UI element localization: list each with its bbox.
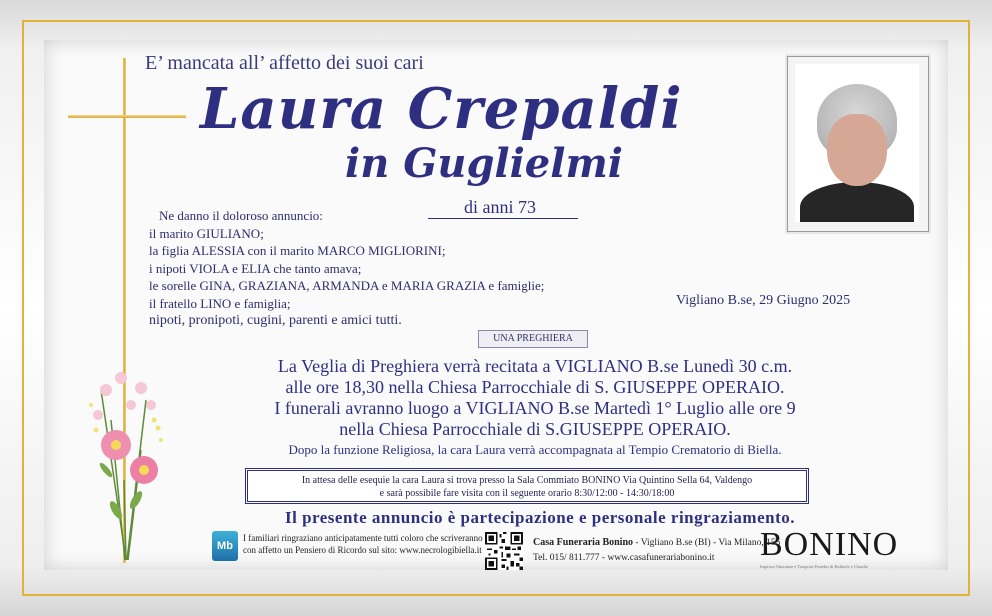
portrait-face (827, 114, 887, 186)
condolence-line[interactable]: con affetto un Pensiero di Ricordo sul sito: www.necrologibiella.it (243, 545, 482, 555)
service-line: La Veglia di Preghiera verrà recitata a VIGLIANO B.se Lunedì 30 c.m. (277, 356, 793, 376)
service-line: nella Chiesa Parrocchiale di S.GIUSEPPE OPERAIO. (339, 419, 731, 439)
cross-bar (68, 115, 186, 118)
visiting-line: In attesa delle esequie la cara Laura si trova presso la Sala Commiato BONINO Via Quintino Sella 64, Valdengo (301, 475, 753, 486)
deceased-name: Laura Crepaldi (200, 76, 683, 142)
deceased-married-name: in Guglielmi (345, 140, 623, 187)
family-line: i nipoti VIOLA e ELIA che tanto amava; (149, 260, 362, 276)
funeral-home-address: - Vigliano B.se (BI) - Via Milano, 155 (635, 538, 781, 548)
cremation-note: Dopo la funzione Religiosa, la cara Laura verrà accompagnata al Tempio Crematorio di Biella. (288, 442, 782, 457)
mb-logo-icon[interactable]: Mb (212, 531, 238, 561)
qr-code-icon[interactable] (485, 532, 523, 570)
visiting-line: e sarà possibile fare visita con il seguente orario 8:30/12:00 - 14:30/18:00 (379, 488, 675, 499)
family-line: nipoti, pronipoti, cugini, parenti e amici tutti. (149, 313, 402, 328)
date-place: Vigliano B.se, 29 Giugno 2025 (676, 293, 851, 308)
prayer-button[interactable]: UNA PREGHIERA (478, 330, 588, 348)
family-line: il marito GIULIANO; (149, 225, 264, 241)
family-line: il fratello LINO e famiglia; (149, 295, 291, 311)
family-line: la figlia ALESSIA con il marito MARCO MIGLIORINI; (149, 243, 446, 258)
condolence-line: I familiari ringraziano anticipatamente tutti coloro che scriveranno (243, 533, 483, 543)
bonino-subtitle: Impresa Onoranze e Trasporti Funebri di Raffaele e Claudio (760, 564, 869, 569)
bonino-logo: BONINO (760, 526, 899, 563)
condolence-text (243, 532, 483, 556)
portrait-frame (787, 56, 929, 232)
funeral-home-name: Casa Funeraria Bonino (533, 537, 634, 548)
visiting-hours-box (247, 470, 807, 502)
portrait-photo (795, 64, 919, 222)
age-text: di anni 73 (464, 197, 536, 217)
funeral-home-website[interactable]: - www.casafunerariabonino.it (601, 553, 715, 563)
funeral-home-info (533, 535, 780, 566)
family-list (149, 207, 544, 330)
closing-text: Il presente annuncio è partecipazione e personale ringraziamento. (284, 508, 796, 527)
funeral-home-phone: Tel. 015/ 811.777 (533, 553, 600, 563)
intro-text: E’ mancata all’ affetto dei suoi cari (145, 52, 424, 74)
service-info (145, 356, 925, 460)
portrait-shoulders (800, 182, 914, 222)
flowers-icon (86, 360, 176, 560)
family-line: le sorelle GINA, GRAZIANA, ARMANDA e MARIA GRAZIA e famiglie; (149, 278, 545, 293)
family-line: Ne danno il doloroso annuncio: (159, 208, 323, 223)
service-line: alle ore 18,30 nella Chiesa Parrocchiale di S. GIUSEPPE OPERAIO. (285, 377, 785, 397)
service-line: I funerali avranno luogo a VIGLIANO B.se Martedì 1° Luglio alle ore 9 (274, 398, 796, 418)
